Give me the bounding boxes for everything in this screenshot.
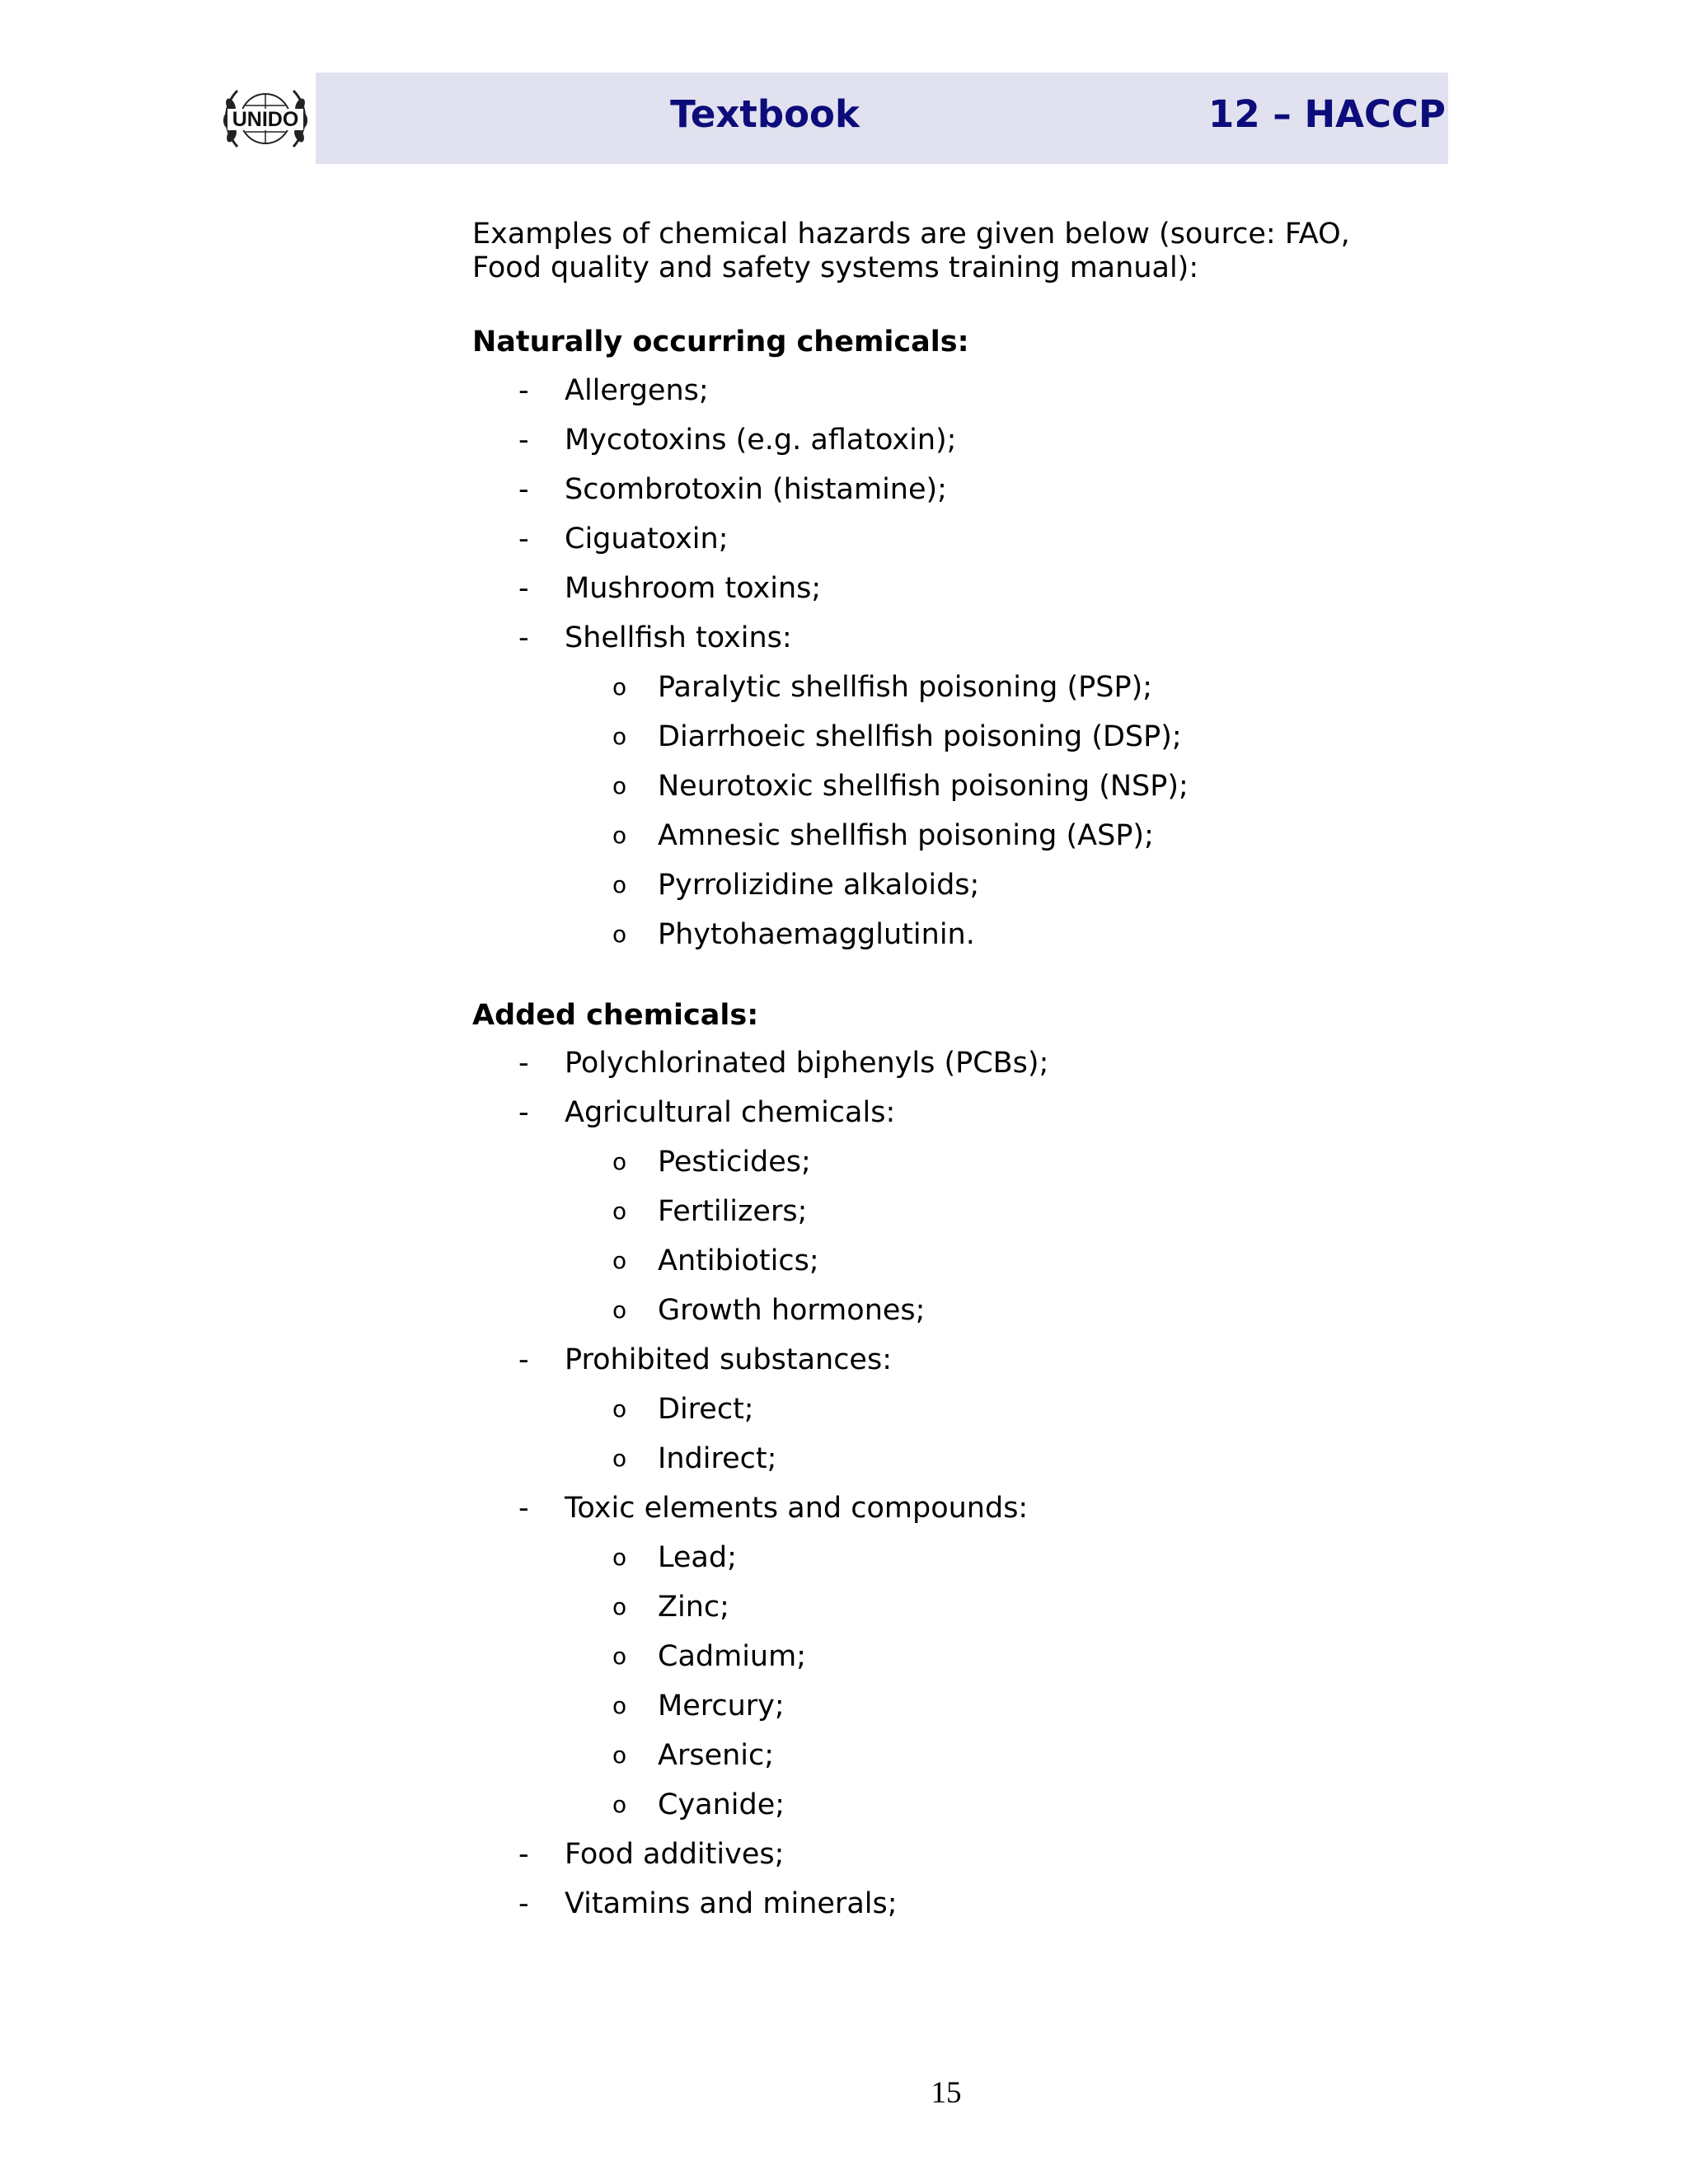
- circle-bullet-icon: o: [612, 921, 627, 948]
- header-module: 12 – HACCP: [1208, 92, 1446, 136]
- header-band: [316, 73, 1448, 164]
- circle-bullet-icon: o: [612, 871, 627, 898]
- circle-bullet-icon: o: [612, 1395, 627, 1422]
- dash-bullet: -: [518, 374, 529, 407]
- dash-bullet: -: [518, 621, 529, 654]
- intro-paragraph: Examples of chemical hazards are given below (source: FAO, Food quality and safety systems training manual):: [472, 218, 1350, 284]
- dash-bullet: -: [518, 523, 529, 555]
- dash-bullet: -: [518, 1838, 529, 1871]
- dash-bullet: -: [518, 1492, 529, 1525]
- dash-bullet: -: [518, 1887, 529, 1920]
- circle-bullet-icon: o: [612, 723, 627, 750]
- unido-logo-icon: [219, 81, 312, 160]
- circle-bullet-icon: o: [612, 822, 627, 849]
- circle-bullet-icon: o: [612, 673, 627, 701]
- dash-bullet: -: [518, 1096, 529, 1129]
- circle-bullet-icon: o: [612, 1741, 627, 1769]
- dash-bullet: -: [518, 473, 529, 506]
- header-title: Textbook: [670, 92, 860, 136]
- circle-bullet-icon: o: [612, 1197, 627, 1225]
- circle-bullet-icon: o: [612, 1593, 627, 1620]
- dash-bullet: -: [518, 1343, 529, 1376]
- circle-bullet-icon: o: [612, 1544, 627, 1571]
- circle-bullet-icon: o: [612, 1643, 627, 1670]
- circle-bullet-icon: o: [612, 1692, 627, 1719]
- dash-bullet: -: [518, 1047, 529, 1080]
- section-heading: Added chemicals:: [472, 999, 759, 1032]
- dash-bullet: -: [518, 572, 529, 605]
- logo-text: UNIDO: [232, 108, 299, 131]
- circle-bullet-icon: o: [612, 772, 627, 799]
- section-heading: Naturally occurring chemicals:: [472, 326, 969, 359]
- circle-bullet-icon: o: [612, 1148, 627, 1175]
- circle-bullet-icon: o: [612, 1445, 627, 1472]
- page-number: 15: [931, 2076, 962, 2110]
- circle-bullet-icon: o: [612, 1791, 627, 1818]
- circle-bullet-icon: o: [612, 1247, 627, 1274]
- circle-bullet-icon: o: [612, 1296, 627, 1324]
- dash-bullet: -: [518, 424, 529, 457]
